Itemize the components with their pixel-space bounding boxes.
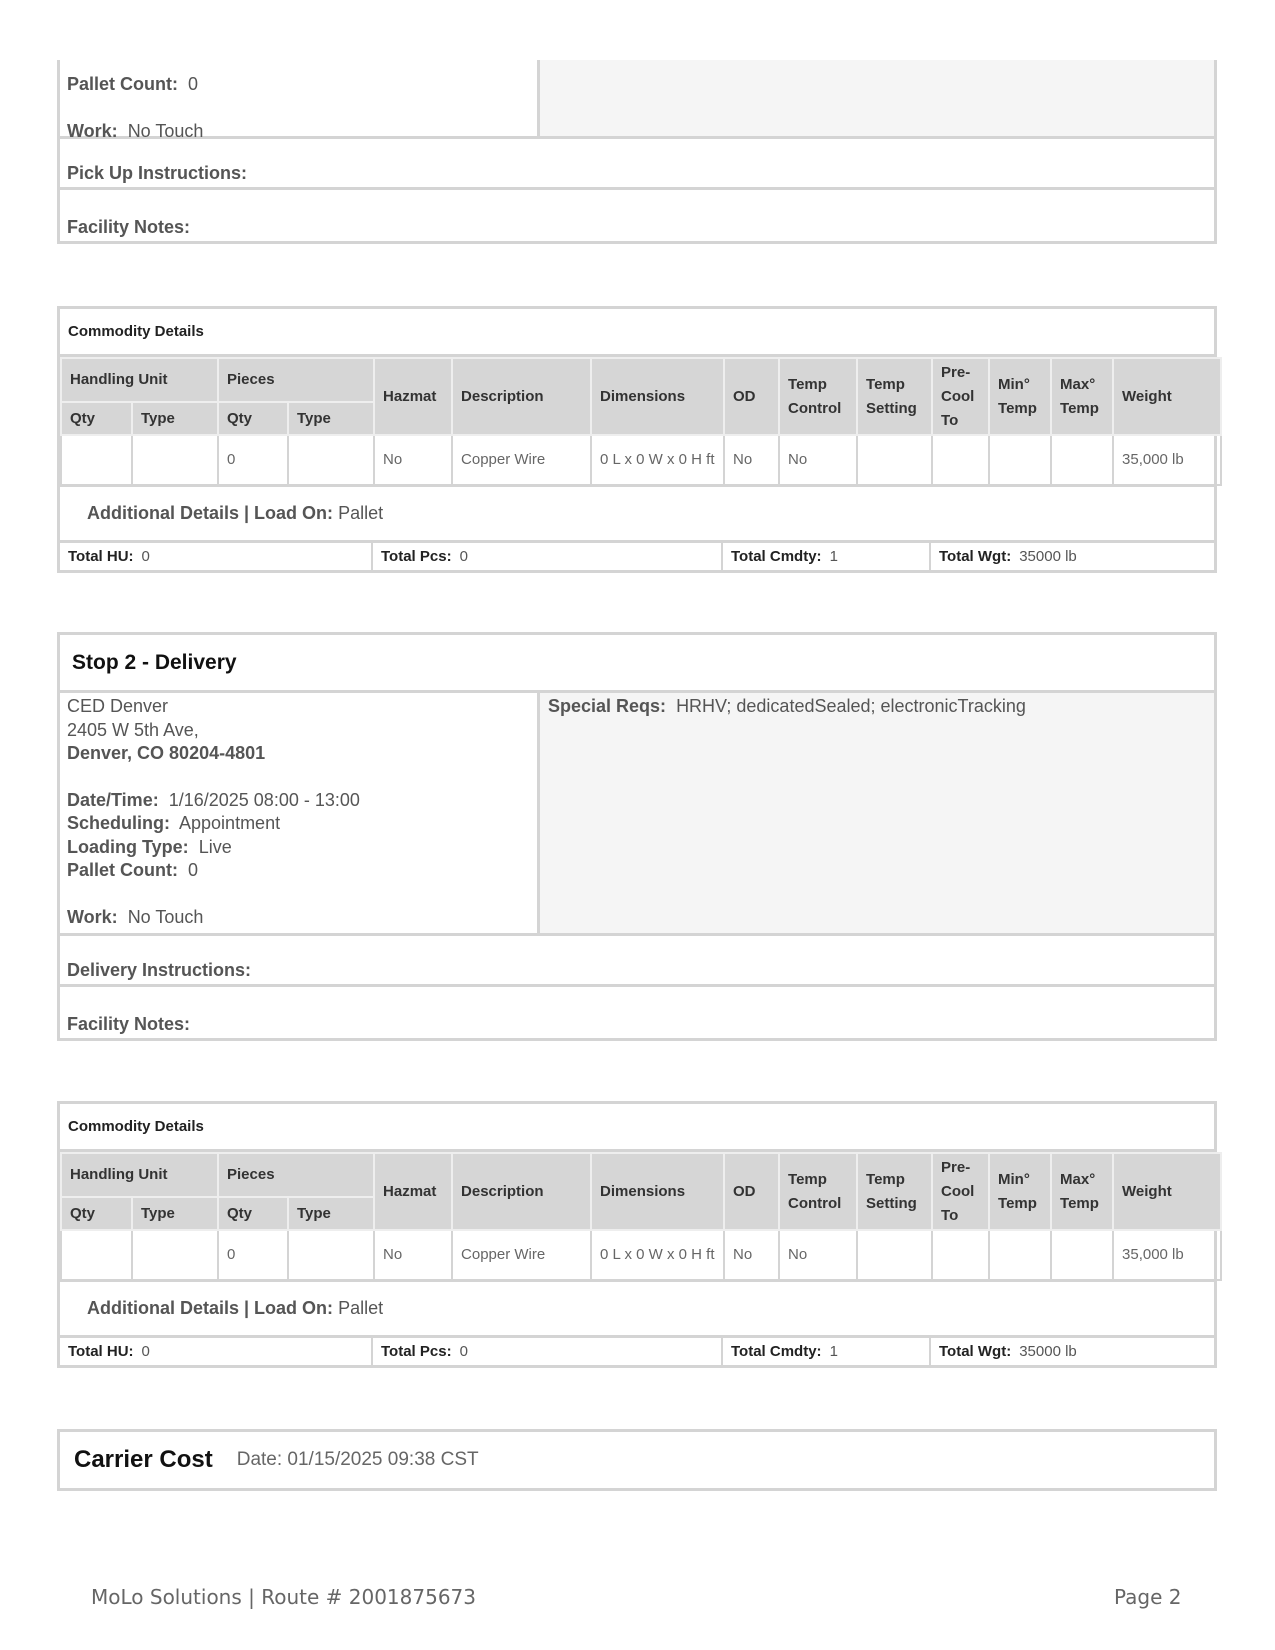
stop2-address xyxy=(60,693,540,933)
facility-notes: Facility Notes: xyxy=(67,217,191,237)
cell-description: Copper Wire xyxy=(452,435,591,485)
header-pieces: Pieces xyxy=(218,1153,374,1197)
stop-2-delivery xyxy=(57,632,1217,1041)
cell-precool xyxy=(932,435,989,485)
header-dimensions: Dimensions xyxy=(591,1153,724,1230)
header-handling-unit: Handling Unit xyxy=(61,1153,218,1197)
pickup-instructions: Pick Up Instructions: xyxy=(60,139,1214,190)
cell-hu-qty xyxy=(61,1230,132,1280)
facility-notes: Facility Notes: xyxy=(67,1014,191,1034)
header-description: Description xyxy=(452,358,591,435)
date-time: Date/Time: 1/16/2025 08:00 - 13:00 xyxy=(67,789,360,810)
total-pcs: Total Pcs: 0 xyxy=(373,543,723,570)
header-handling-unit: Handling Unit xyxy=(61,358,218,402)
header-temp-setting: Temp Setting xyxy=(857,358,932,435)
cell-pcs-type xyxy=(288,1230,374,1280)
header-min-temp: Min° Temp xyxy=(989,358,1051,435)
loading-type: Loading Type: Live xyxy=(67,836,232,857)
cell-temp-control: No xyxy=(779,1230,857,1280)
header-precool: Pre- Cool To xyxy=(932,358,989,435)
header-max-temp: Max° Temp xyxy=(1051,1153,1113,1230)
header-temp-control: Temp Control xyxy=(779,1153,857,1230)
header-pcs-type: Type xyxy=(288,402,374,435)
street: 2405 W 5th Ave, xyxy=(67,719,199,740)
commodity-table xyxy=(60,1152,1222,1281)
commodity-title: Commodity Details xyxy=(60,309,1214,357)
cell-pcs-qty: 0 xyxy=(218,435,288,485)
totals-row xyxy=(60,540,1214,570)
cell-dimensions: 0 L x 0 W x 0 H ft xyxy=(591,435,724,485)
cell-max-temp xyxy=(1051,1230,1113,1280)
footer-page-number: Page 2 xyxy=(1114,1585,1182,1609)
work: Work: No Touch xyxy=(67,120,204,141)
commodity-details-2 xyxy=(57,1101,1217,1368)
stop1-continuation xyxy=(57,60,1217,244)
cell-hu-type xyxy=(132,1230,218,1280)
cell-od: No xyxy=(724,435,779,485)
header-hazmat: Hazmat xyxy=(374,358,452,435)
cell-dimensions: 0 L x 0 W x 0 H ft xyxy=(591,1230,724,1280)
total-hu: Total HU: 0 xyxy=(60,543,373,570)
total-hu: Total HU: 0 xyxy=(60,1338,373,1365)
cell-weight: 35,000 lb xyxy=(1113,1230,1221,1280)
cell-temp-control: No xyxy=(779,435,857,485)
header-hu-qty: Qty xyxy=(61,402,132,435)
commodity-details-1 xyxy=(57,306,1217,573)
header-weight: Weight xyxy=(1113,1153,1221,1230)
header-dimensions: Dimensions xyxy=(591,358,724,435)
header-hazmat: Hazmat xyxy=(374,1153,452,1230)
header-hu-type: Type xyxy=(132,402,218,435)
cell-temp-setting xyxy=(857,435,932,485)
header-pcs-qty: Qty xyxy=(218,1197,288,1230)
cell-min-temp xyxy=(989,1230,1051,1280)
total-pcs: Total Pcs: 0 xyxy=(373,1338,723,1365)
cell-hu-type xyxy=(132,435,218,485)
header-od: OD xyxy=(724,1153,779,1230)
carrier-cost-date: Date: 01/15/2025 09:38 CST xyxy=(236,1449,479,1470)
carrier-cost xyxy=(57,1429,1217,1491)
header-weight: Weight xyxy=(1113,358,1221,435)
header-pieces: Pieces xyxy=(218,358,374,402)
header-od: OD xyxy=(724,358,779,435)
cell-weight: 35,000 lb xyxy=(1113,435,1221,485)
cell-max-temp xyxy=(1051,435,1113,485)
total-cmdty: Total Cmdty: 1 xyxy=(723,1338,931,1365)
commodity-table xyxy=(60,357,1222,486)
header-pcs-type: Type xyxy=(288,1197,374,1230)
stop1-left xyxy=(60,60,540,141)
stop1-right xyxy=(540,60,1214,136)
pallet-count: Pallet Count: 0 xyxy=(67,74,199,94)
cell-pcs-qty: 0 xyxy=(218,1230,288,1280)
header-hu-qty: Qty xyxy=(61,1197,132,1230)
cell-hazmat: No xyxy=(374,1230,452,1280)
header-max-temp: Max° Temp xyxy=(1051,358,1113,435)
carrier-cost-title: Carrier Cost xyxy=(74,1446,213,1473)
cell-description: Copper Wire xyxy=(452,1230,591,1280)
cell-precool xyxy=(932,1230,989,1280)
scheduling: Scheduling: Appointment xyxy=(67,813,281,833)
header-description: Description xyxy=(452,1153,591,1230)
totals-row xyxy=(60,1335,1214,1365)
cell-od: No xyxy=(724,1230,779,1280)
special-requirements: Special Reqs: HRHV; dedicatedSealed; electronicTracking xyxy=(540,693,1214,933)
header-temp-control: Temp Control xyxy=(779,358,857,435)
cell-pcs-type xyxy=(288,435,374,485)
header-pcs-qty: Qty xyxy=(218,402,288,435)
total-wgt: Total Wgt: 35000 lb xyxy=(939,548,1077,565)
total-cmdty: Total Cmdty: 1 xyxy=(723,543,931,570)
stop-title: Stop 2 - Delivery xyxy=(60,635,1214,693)
cell-hu-qty xyxy=(61,435,132,485)
work: Work: No Touch xyxy=(67,906,204,927)
table-row xyxy=(61,435,1221,485)
city: Denver, CO 80204-4801 xyxy=(67,743,266,763)
cell-min-temp xyxy=(989,435,1051,485)
cell-temp-setting xyxy=(857,1230,932,1280)
table-row xyxy=(61,1230,1221,1280)
delivery-instructions: Delivery Instructions: xyxy=(60,936,1214,987)
header-precool: Pre- Cool To xyxy=(932,1153,989,1230)
header-temp-setting: Temp Setting xyxy=(857,1153,932,1230)
facility-name: CED Denver xyxy=(67,696,169,716)
cell-hazmat: No xyxy=(374,435,452,485)
total-wgt: Total Wgt: 35000 lb xyxy=(939,1343,1077,1360)
footer-route: MoLo Solutions | Route # 2001875673 xyxy=(91,1585,476,1609)
additional-details: Additional Details | Load On: Pallet xyxy=(60,1281,1214,1335)
additional-details: Additional Details | Load On: Pallet xyxy=(60,486,1214,540)
header-min-temp: Min° Temp xyxy=(989,1153,1051,1230)
pallet-count: Pallet Count: 0 xyxy=(67,860,199,880)
header-hu-type: Type xyxy=(132,1197,218,1230)
commodity-title: Commodity Details xyxy=(60,1104,1214,1152)
